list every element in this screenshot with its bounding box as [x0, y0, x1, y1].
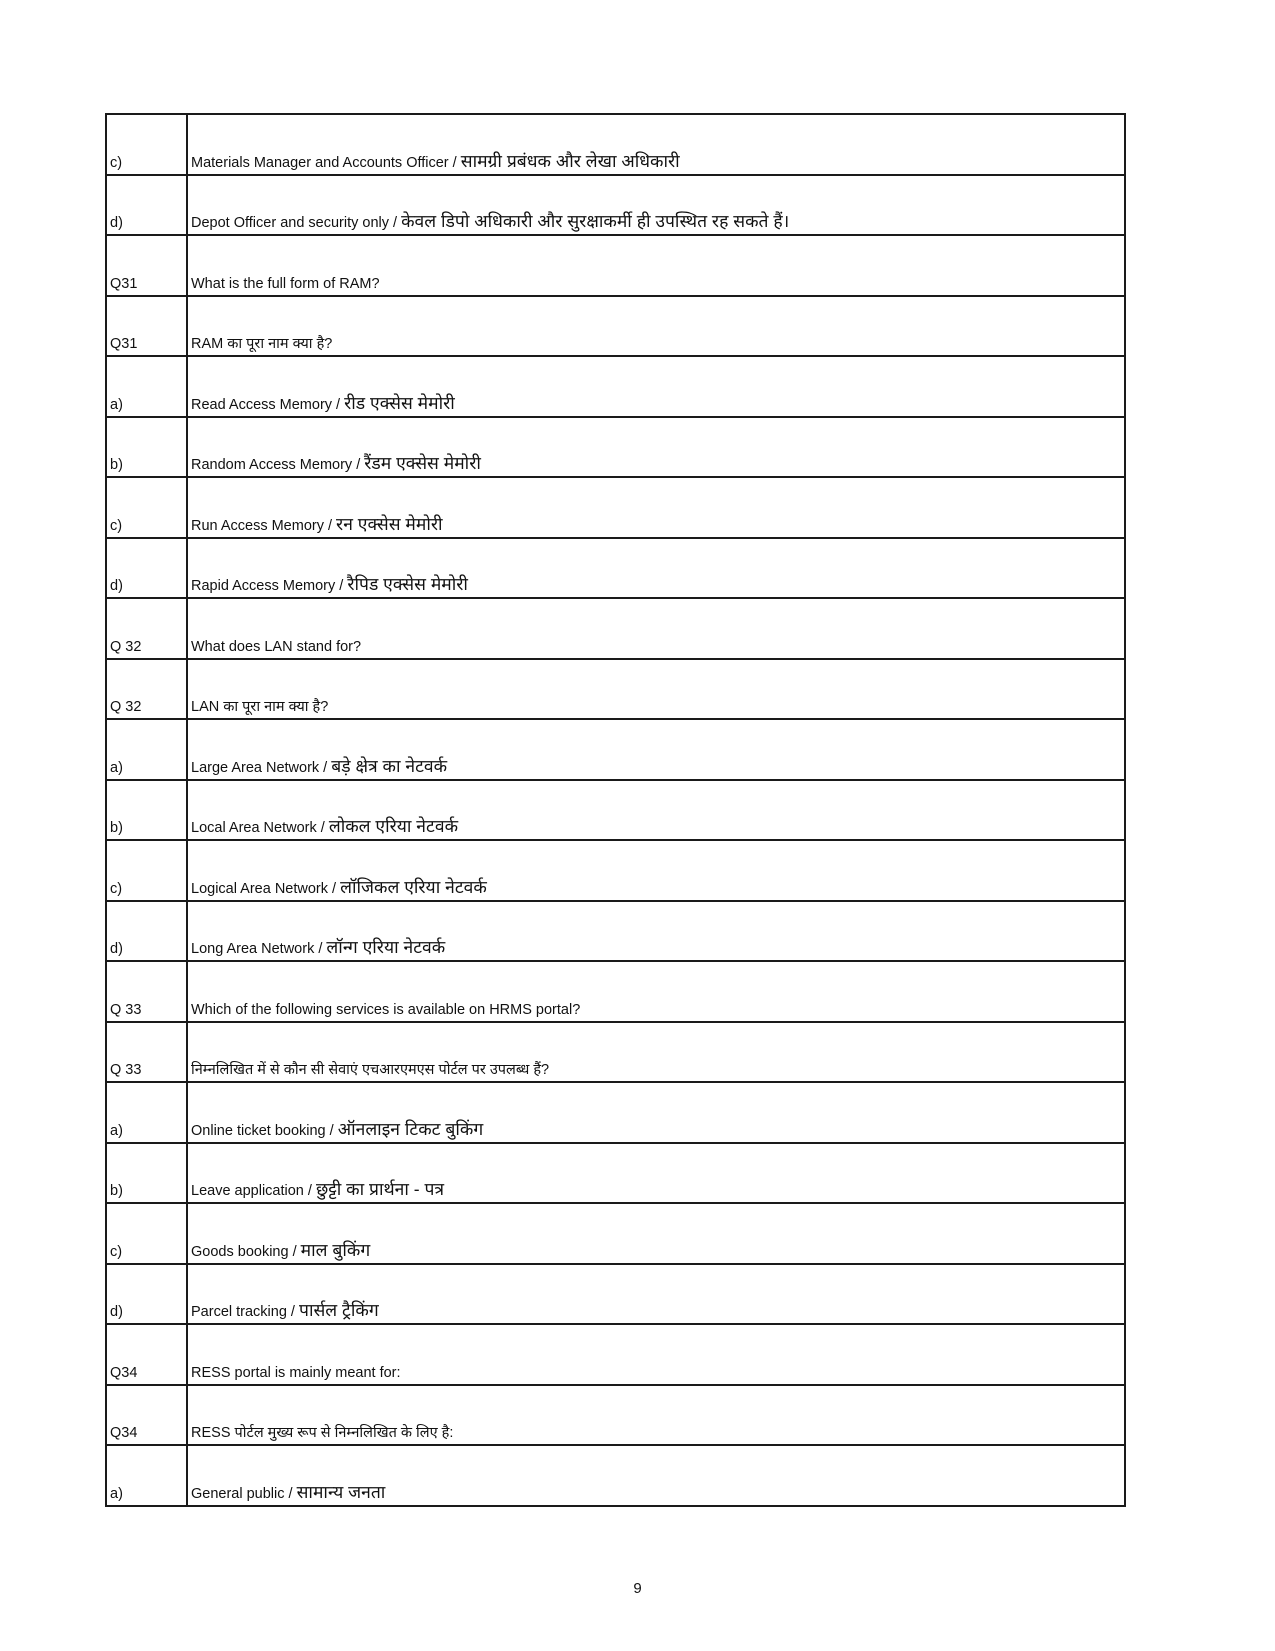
row-label: b) [106, 417, 187, 478]
row-text [187, 1082, 1125, 1143]
english-text: Goods booking / [191, 1243, 301, 1260]
row-text [187, 296, 1125, 357]
hindi-text: रीड एक्सेस मेमोरी [344, 392, 455, 413]
english-text: Large Area Network / [191, 759, 332, 776]
row-label: Q 33 [106, 1022, 187, 1083]
table-row [106, 1264, 1125, 1325]
row-text [187, 114, 1125, 175]
row-label: a) [106, 1445, 187, 1506]
table-row [106, 1082, 1125, 1143]
row-text [187, 1445, 1125, 1506]
row-text [187, 477, 1125, 538]
row-label: b) [106, 1143, 187, 1204]
row-label: c) [106, 840, 187, 901]
table-row [106, 901, 1125, 962]
row-text [187, 356, 1125, 417]
table-row [106, 1022, 1125, 1083]
hindi-text: पार्सल ट्रैकिंग [299, 1300, 379, 1320]
row-label: c) [106, 477, 187, 538]
english-text: LAN का पूरा नाम क्या है? [191, 699, 329, 715]
row-text [187, 1385, 1125, 1446]
row-text [187, 1143, 1125, 1204]
table-row [106, 719, 1125, 780]
english-text: Run Access Memory / [191, 517, 337, 534]
row-label: d) [106, 901, 187, 962]
row-text [187, 598, 1125, 659]
row-label: a) [106, 356, 187, 417]
table-row [106, 477, 1125, 538]
english-text: RESS पोर्टल मुख्य रूप से निम्नलिखित के लिए है: [191, 1425, 454, 1441]
row-label: Q 32 [106, 598, 187, 659]
row-text [187, 1022, 1125, 1083]
english-text: Materials Manager and Accounts Officer / [191, 154, 461, 171]
table-row [106, 780, 1125, 841]
row-label: Q 33 [106, 961, 187, 1022]
row-label: Q 32 [106, 659, 187, 720]
english-text: Local Area Network / [191, 820, 329, 836]
row-label: d) [106, 175, 187, 236]
row-label: Q31 [106, 235, 187, 296]
hindi-text: केवल डिपो अधिकारी और सुरक्षाकर्मी ही उपस्थित रह सकते हैं। [401, 211, 790, 231]
table-row [106, 961, 1125, 1022]
hindi-text: छुट्टी का प्रार्थना - पत्र [315, 1179, 445, 1199]
english-text: What is the full form of RAM? [191, 275, 380, 292]
row-label: c) [106, 1203, 187, 1264]
table-row [106, 114, 1125, 175]
row-label: d) [106, 1264, 187, 1325]
hindi-text: बड़े क्षेत्र का नेटवर्क [331, 755, 448, 776]
english-text: निम्नलिखित में से कौन सी सेवाएं एचआरएमएस पोर्टल पर उपलब्ध हैं? [191, 1062, 550, 1078]
row-text [187, 780, 1125, 841]
table-row [106, 417, 1125, 478]
table-row [106, 1385, 1125, 1446]
hindi-text: सामान्य जनता [296, 1481, 386, 1502]
english-text: Long Area Network / [191, 941, 327, 957]
hindi-text: रन एक्सेस मेमोरी [336, 513, 443, 534]
row-text [187, 901, 1125, 962]
row-text [187, 1264, 1125, 1325]
row-text [187, 1324, 1125, 1385]
row-text [187, 1203, 1125, 1264]
english-text: Online ticket booking / [191, 1122, 338, 1139]
hindi-text: सामग्री प्रबंधक और लेखा अधिकारी [460, 150, 680, 171]
row-label: d) [106, 538, 187, 599]
english-text: Parcel tracking / [191, 1304, 299, 1320]
english-text: Logical Area Network / [191, 880, 341, 897]
english-text: General public / [191, 1485, 297, 1502]
table-row [106, 840, 1125, 901]
table-row [106, 1445, 1125, 1506]
row-label: a) [106, 719, 187, 780]
row-label: c) [106, 114, 187, 175]
table-row [106, 598, 1125, 659]
row-text [187, 719, 1125, 780]
row-label: Q34 [106, 1324, 187, 1385]
table-row [106, 659, 1125, 720]
table-row [106, 296, 1125, 357]
row-label: a) [106, 1082, 187, 1143]
table-row [106, 538, 1125, 599]
hindi-text: रैपिड एक्सेस मेमोरी [347, 574, 468, 594]
table-row [106, 1324, 1125, 1385]
row-label: Q31 [106, 296, 187, 357]
row-text [187, 840, 1125, 901]
hindi-text: लॉन्ग एरिया नेटवर्क [326, 937, 446, 957]
english-text: Random Access Memory / [191, 457, 365, 473]
english-text: What does LAN stand for? [191, 638, 362, 655]
table-row [106, 356, 1125, 417]
hindi-text: लॉजिकल एरिया नेटवर्क [340, 876, 487, 897]
english-text: Rapid Access Memory / [191, 578, 348, 594]
row-text [187, 235, 1125, 296]
row-text [187, 175, 1125, 236]
question-table [105, 113, 1126, 1507]
english-text: RESS portal is mainly meant for: [191, 1364, 401, 1381]
row-text [187, 417, 1125, 478]
hindi-text: लोकल एरिया नेटवर्क [328, 816, 459, 836]
table-row [106, 175, 1125, 236]
page-number: 9 [633, 1580, 642, 1597]
table-row [106, 235, 1125, 296]
english-text: Which of the following services is available on HRMS portal? [191, 1001, 581, 1018]
english-text: Read Access Memory / [191, 396, 345, 413]
english-text: Depot Officer and security only / [191, 215, 402, 231]
table-row [106, 1143, 1125, 1204]
english-text: Leave application / [191, 1183, 316, 1199]
english-text: RAM का पूरा नाम क्या है? [191, 336, 333, 352]
table-row [106, 1203, 1125, 1264]
row-text [187, 538, 1125, 599]
row-label: Q34 [106, 1385, 187, 1446]
row-text [187, 961, 1125, 1022]
hindi-text: रैंडम एक्सेस मेमोरी [364, 453, 481, 473]
hindi-text: माल बुकिंग [300, 1239, 371, 1260]
hindi-text: ऑनलाइन टिकट बुकिंग [337, 1118, 484, 1139]
row-text [187, 659, 1125, 720]
row-label: b) [106, 780, 187, 841]
